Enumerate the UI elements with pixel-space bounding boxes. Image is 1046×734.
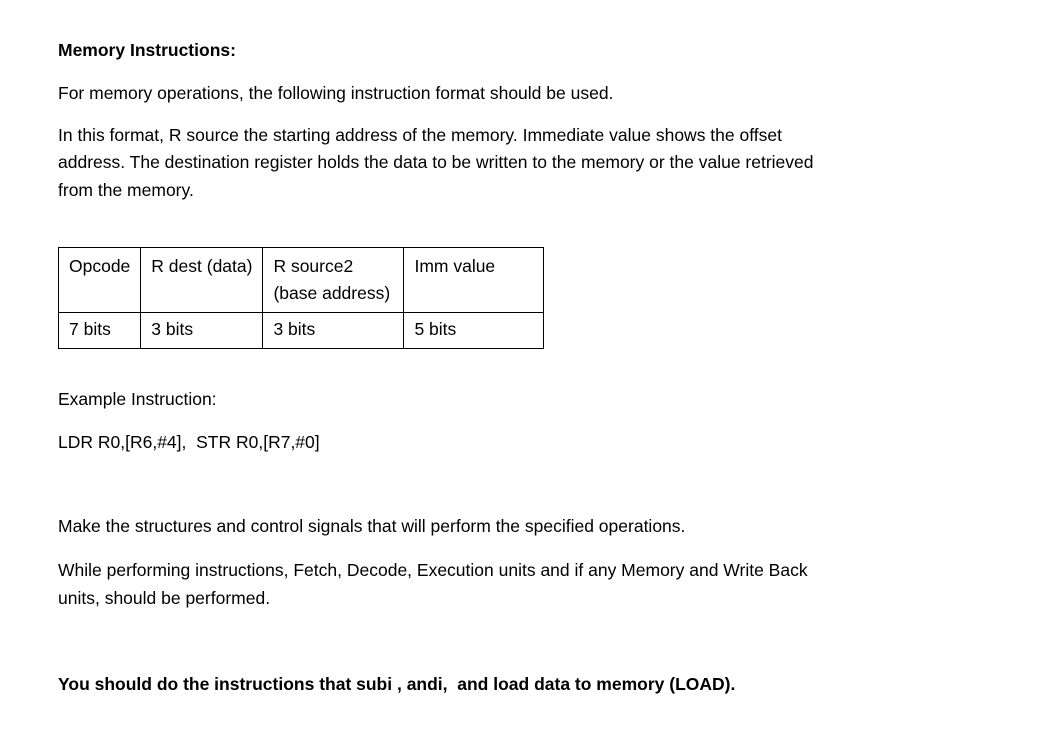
table-header-row bbox=[59, 248, 544, 313]
task-line-2b: units, should be performed. bbox=[58, 588, 271, 608]
table-cell-opcode: Opcode bbox=[59, 248, 141, 313]
format-description-line-1: In this format, R source the starting address of the memory. Immediate value shows the offset bbox=[58, 125, 782, 145]
table-bits-row bbox=[59, 313, 544, 349]
table-cell-imm: Imm value bbox=[404, 248, 544, 313]
task-emphasis: You should do the instructions that subi , andi, and load data to memory (LOAD). bbox=[58, 674, 736, 694]
table-cell-rsource2-bits: 3 bits bbox=[263, 313, 404, 349]
instruction-format-table bbox=[58, 247, 544, 349]
task-line-1: Make the structures and control signals that will perform the specified operations. bbox=[58, 516, 686, 536]
table-cell-rdest-bits: 3 bits bbox=[141, 313, 263, 349]
format-description-line-3: from the memory. bbox=[58, 180, 194, 200]
format-description-line-2: address. The destination register holds the data to be written to the memory or the value retrieved bbox=[58, 152, 814, 172]
section-heading: Memory Instructions: bbox=[58, 40, 236, 60]
table-cell-imm-bits: 5 bits bbox=[404, 313, 544, 349]
table-cell-rsource2: R source2 (base address) bbox=[263, 248, 404, 313]
example-code: LDR R0,[R6,#4], STR R0,[R7,#0] bbox=[58, 432, 320, 452]
table-cell-rdest: R dest (data) bbox=[141, 248, 263, 313]
task-line-2a: While performing instructions, Fetch, Decode, Execution units and if any Memory and Write Back bbox=[58, 560, 808, 580]
table-cell-opcode-bits: 7 bits bbox=[59, 313, 141, 349]
example-label: Example Instruction: bbox=[58, 389, 217, 409]
intro-paragraph: For memory operations, the following instruction format should be used. bbox=[58, 83, 614, 103]
